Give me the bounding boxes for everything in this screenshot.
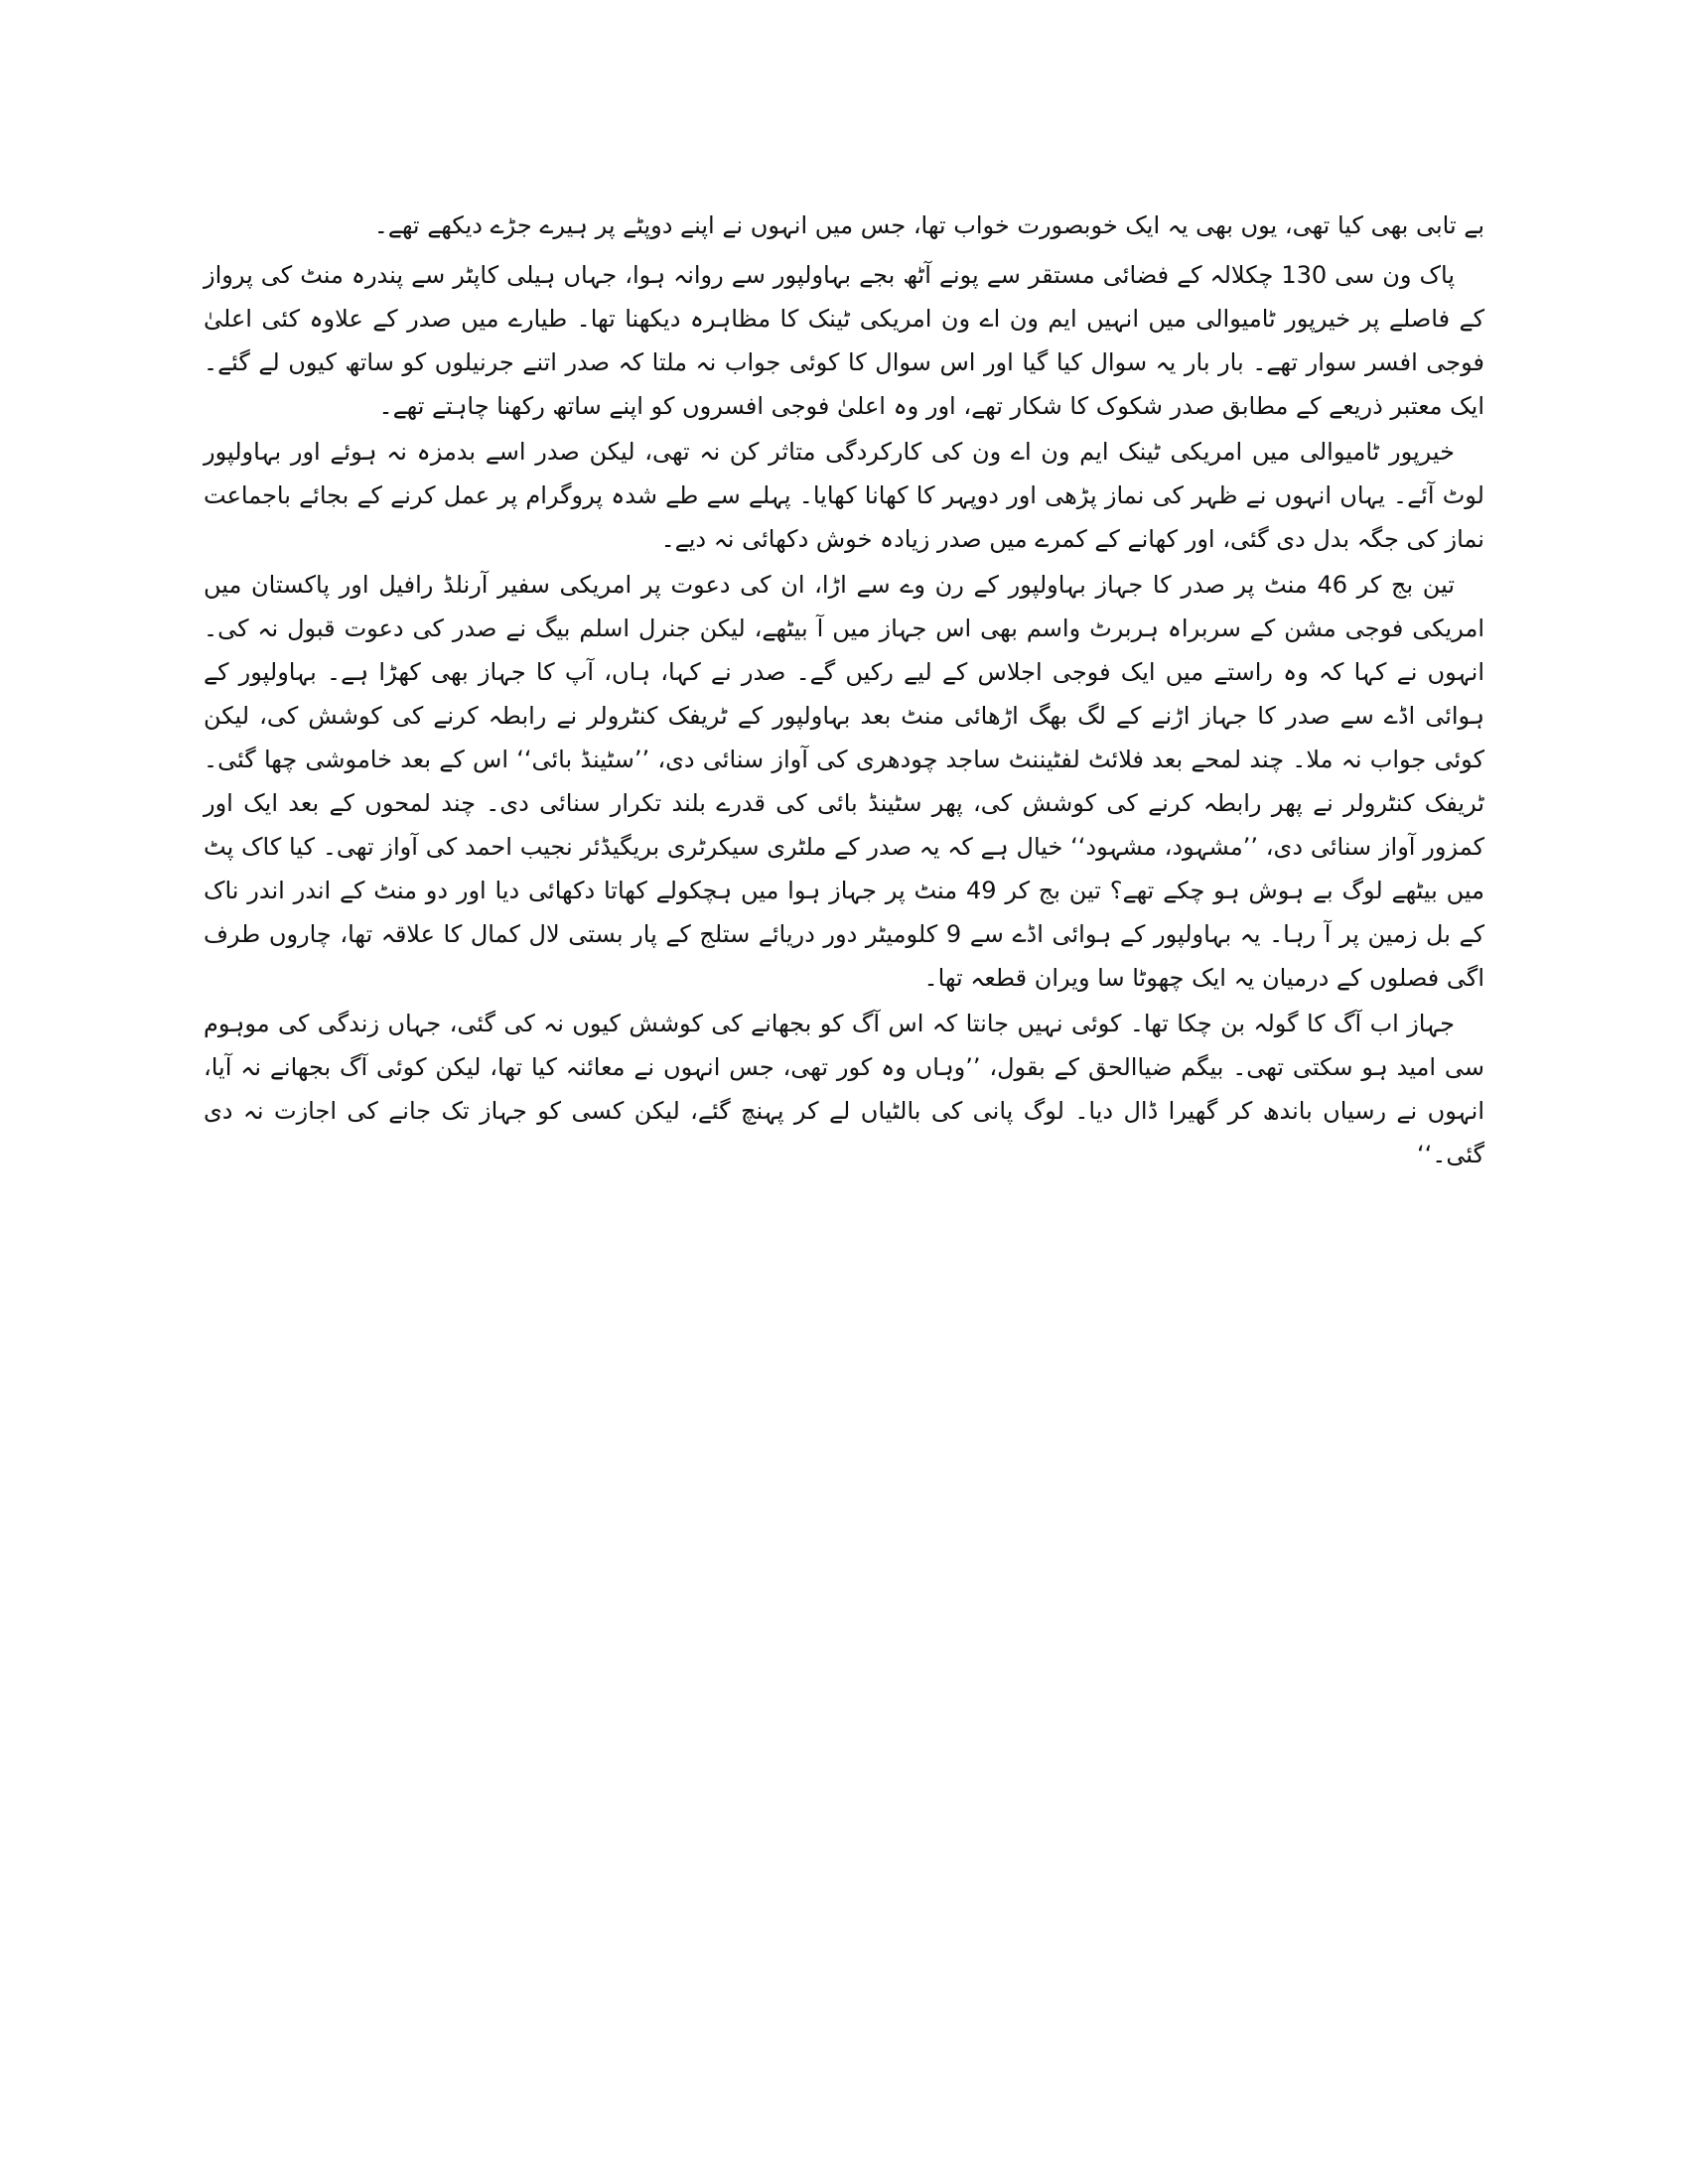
paragraph: بے تابی بھی کیا تھی، یوں بھی یہ ایک خوبصورت خواب تھا، جس میں انہوں نے اپنے دوپٹے پر ہیرے جڑے دیکھے تھے۔ — [373, 211, 1484, 239]
paragraph: جہاز اب آگ کا گولہ بن چکا تھا۔ کوئی نہیں جانتا کہ اس آگ کو بجھانے کی کوشش کیوں نہ کی گئی، جہاں زندگی کی موہوم سی امید ہو سکتی تھی۔ بیگم ضیاالحق کے بقول، ’’وہاں وہ کور تھی، جس انہوں نے معائنہ کیا تھا، لیکن کوئی آگ بجھانے نہ آیا، انہوں نے رسیاں باندھ کر گھیرا ڈال دیا۔ لوگ پانی کی بالٹیاں لے کر پہنچ گئے، لیکن کسی کو جہاز تک جانے کی اجازت نہ دی گئی۔‘‘ — [204, 1010, 1484, 1168]
page-body — [204, 204, 1484, 1178]
paragraph: پاک ون سی 130 چکلالہ کے فضائی مستقر سے پونے آٹھ بجے بہاولپور سے روانہ ہوا، جہاں ہیلی کاپٹر سے پندرہ منٹ کی پرواز کے فاصلے پر خیرپور ٹامیوالی میں انہیں ایم ون اے ون امریکی ٹینک کا مظاہرہ دیکھنا تھا۔ طیارے میں صدر کے علاوہ کئی اعلیٰ فوجی افسر سوار تھے۔ بار بار یہ سوال کیا گیا اور اس سوال کا کوئی جواب نہ ملتا کہ صدر اتنے جرنیلوں کو ساتھ کیوں لے گئے۔ ایک معتبر ذریعے کے مطابق صدر شکوک کا شکار تھے، اور وہ اعلیٰ فوجی افسروں کو اپنے ساتھ رکھنا چاہتے تھے۔ — [204, 261, 1484, 420]
paragraph: تین بج کر 46 منٹ پر صدر کا جہاز بہاولپور کے رن وے سے اڑا، ان کی دعوت پر امریکی سفیر آرنلڈ رافیل اور پاکستان میں امریکی فوجی مشن کے سربراہ ہربرٹ واسم بھی اس جہاز میں آ بیٹھے، لیکن جنرل اسلم بیگ نے صدر کی دعوت قبول نہ کی۔ انہوں نے کہا کہ وہ راستے میں ایک فوجی اجلاس کے لیے رکیں گے۔ صدر نے کہا، ہاں، آپ کا جہاز بھی کھڑا ہے۔ بہاولپور کے ہوائی اڈے سے صدر کا جہاز اڑنے کے لگ بھگ اڑھائی منٹ بعد بہاولپور کے ٹریفک کنٹرولر نے رابطہ کرنے کی کوشش کی، لیکن کوئی جواب نہ ملا۔ چند لمحے بعد فلائٹ لفٹیننٹ ساجد چودھری کی آواز سنائی دی، ’’سٹینڈ بائی‘‘ اس کے بعد خاموشی چھا گئی۔ ٹریفک کنٹرولر نے پھر رابطہ کرنے کی کوشش کی، پھر سٹینڈ بائی کی قدرے بلند تکرار سنائی دی۔ چند لمحوں کے بعد ایک اور کمزور آواز سنائی دی، ’’مشہود، مشہود‘‘ خیال ہے کہ یہ صدر کے ملٹری سیکرٹری بریگیڈئر نجیب احمد کی آواز تھی۔ کیا کاک پٹ میں بیٹھے لوگ بے ہوش ہو چکے تھے؟ تین بج کر 49 منٹ پر جہاز ہوا میں ہچکولے کھاتا دکھائی دیا اور دو منٹ کے اندر اندر ناک کے بل زمین پر آ رہا۔ یہ بہاولپور کے ہوائی اڈے سے 9 کلومیٹر دور دریائے ستلج کے پار بستی لال کمال کا علاقہ تھا، چاروں طرف اگی فصلوں کے درمیان یہ ایک چھوٹا سا ویران قطعہ تھا۔ — [204, 571, 1485, 992]
paragraph: خیرپور ٹامیوالی میں امریکی ٹینک ایم ون اے ون کی کارکردگی متاثر کن نہ تھی، لیکن صدر اسے بدمزہ نہ ہوئے اور بہاولپور لوٹ آئے۔ یہاں انہوں نے ظہر کی نماز پڑھی اور دوپہر کا کھانا کھایا۔ پہلے سے طے شدہ پروگرام پر عمل کرنے کے بجائے باجماعت نماز کی جگہ بدل دی گئی، اور کھانے کے کمرے میں صدر زیادہ خوش دکھائی نہ دیے۔ — [204, 438, 1484, 553]
